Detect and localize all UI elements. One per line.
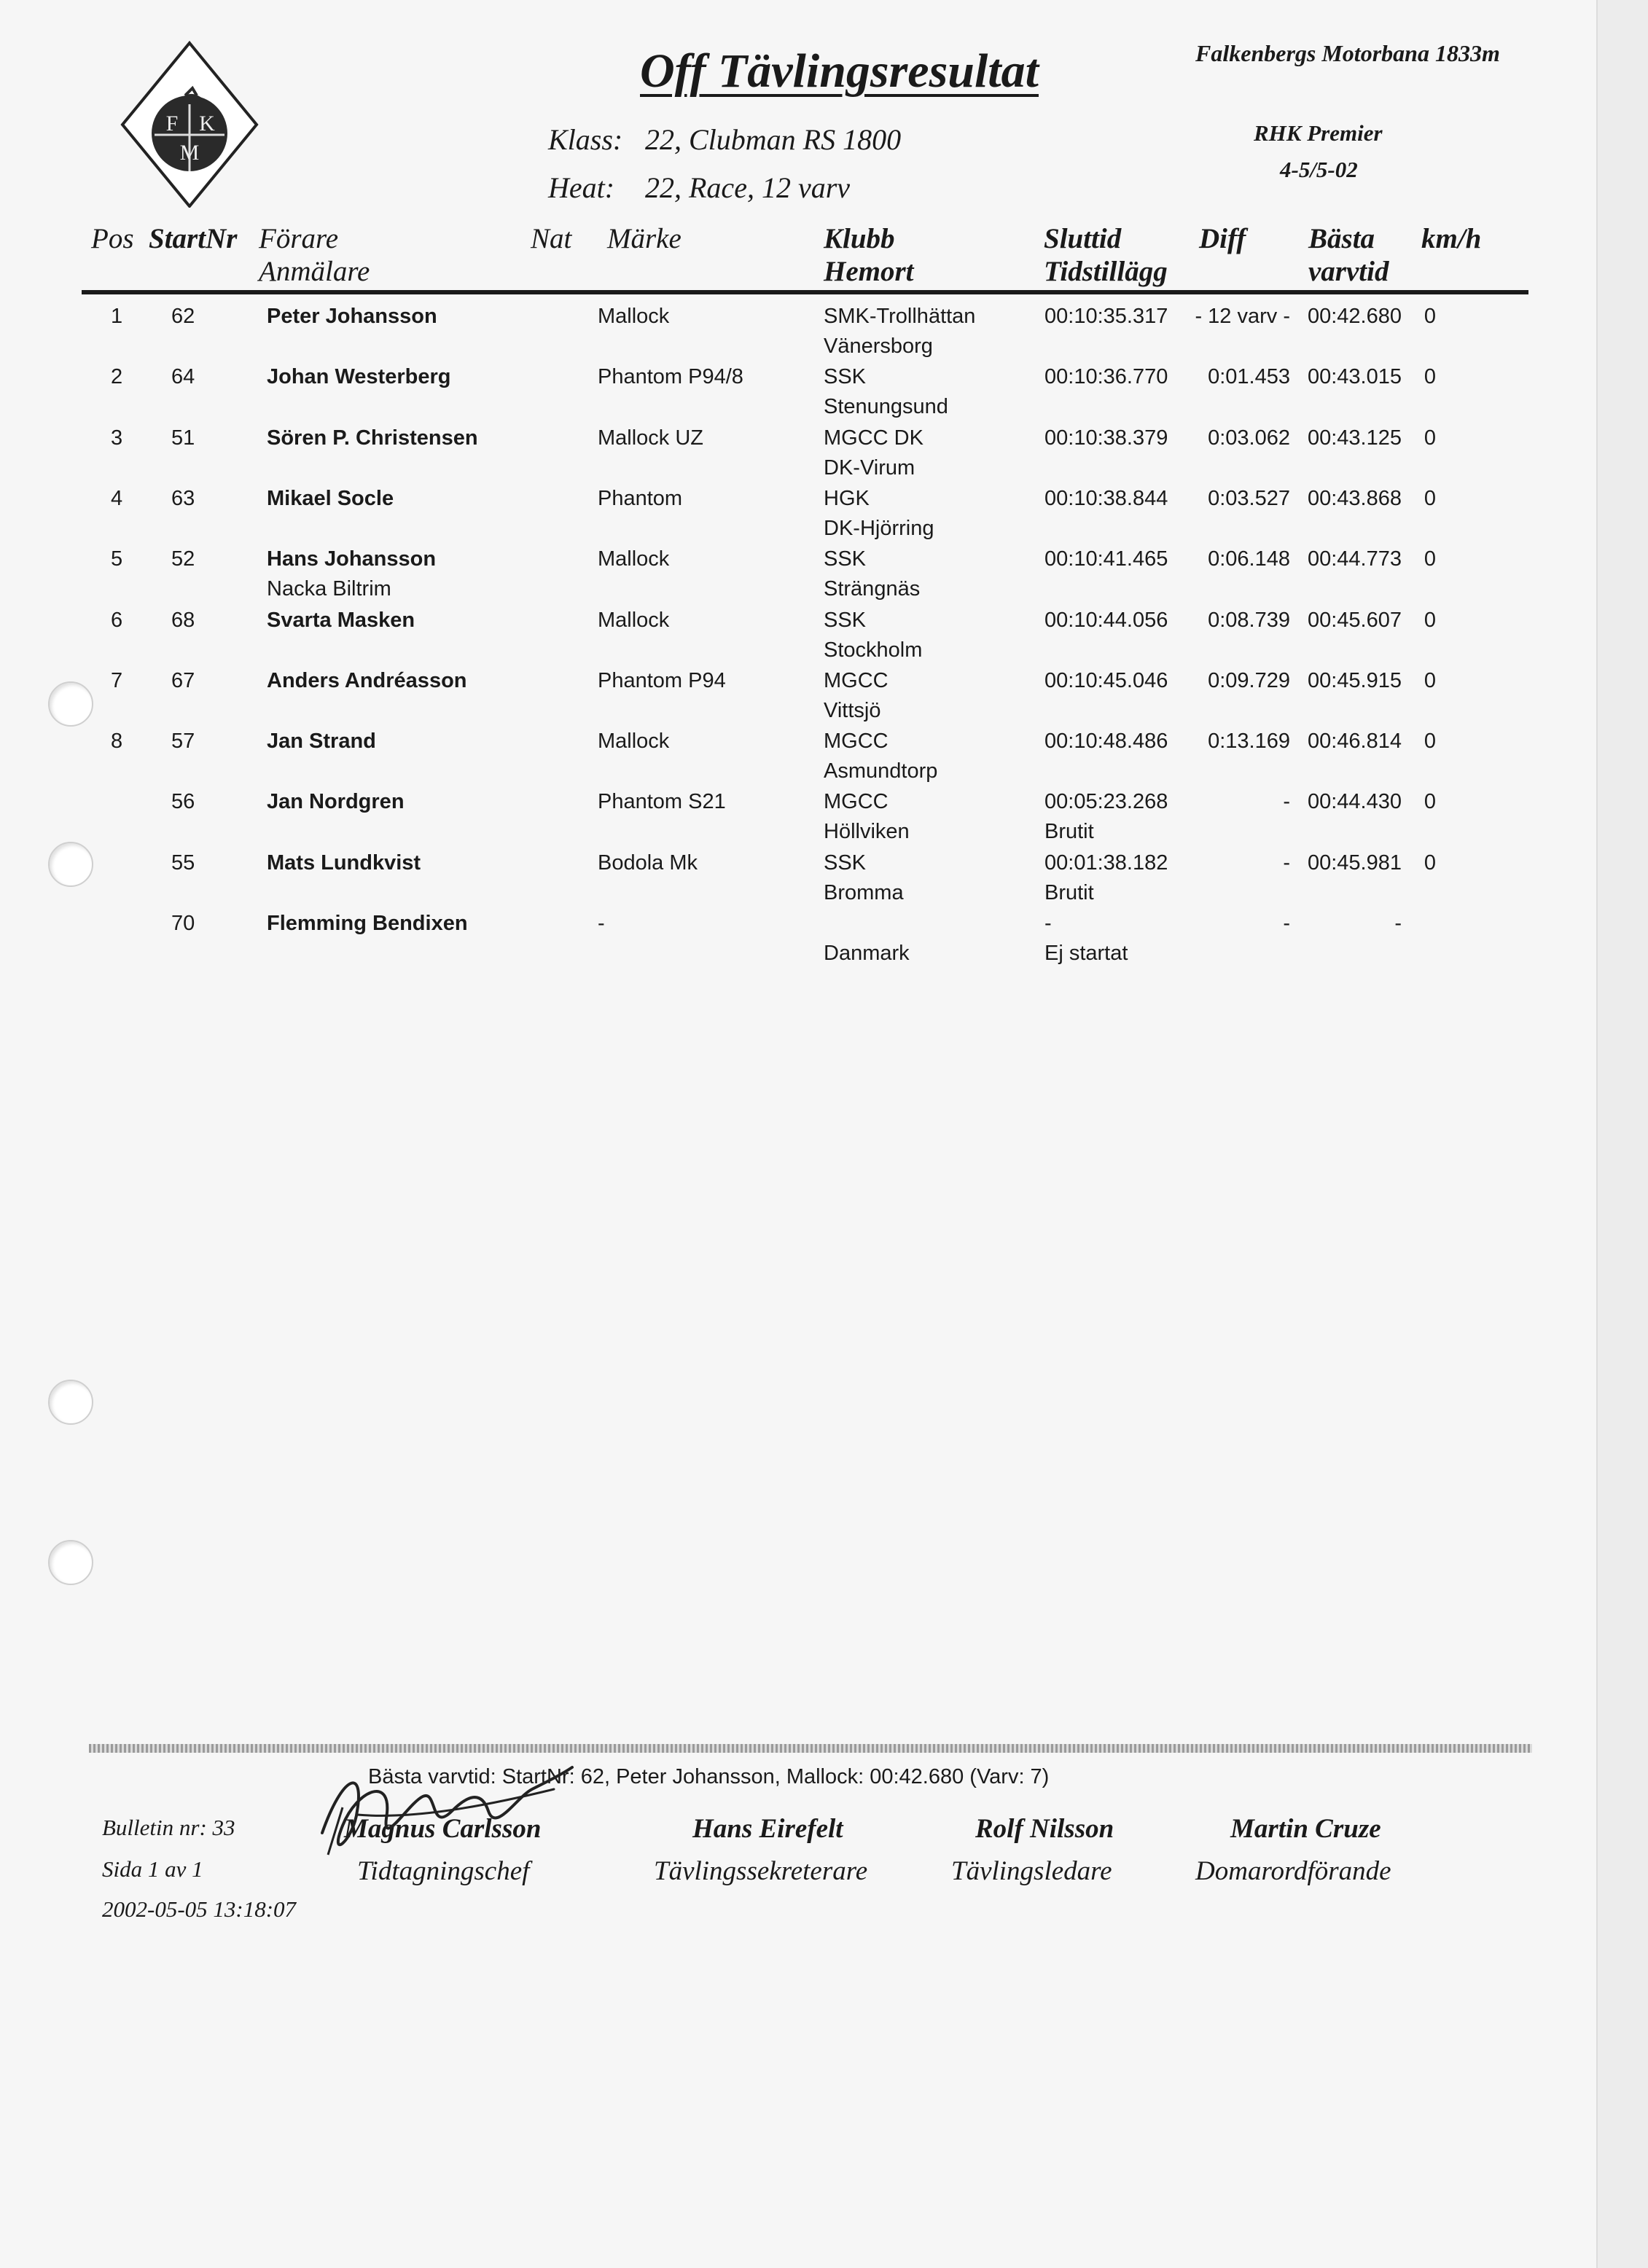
binder-hole [48,1540,93,1585]
cell-best: 00:43.868 [1307,486,1402,510]
heat-value: 22, Race, 12 varv [645,171,851,204]
cell-best: 00:43.125 [1307,426,1402,450]
cell-pos: 3 [111,426,123,450]
cell-startnr: 56 [171,790,195,814]
cell-time: 00:10:48.486 [1044,730,1168,754]
header-rule [82,290,1528,294]
cell-make: Mallock UZ [598,426,704,450]
cell-best: 00:42.680 [1307,305,1402,328]
cell-club: SSK [824,608,867,632]
cell-startnr: 68 [171,608,195,632]
cell-hometown: Stenungsund [824,395,948,419]
col-nat: Nat [531,223,572,254]
cell-kmh: 0 [1424,668,1436,692]
cell-kmh: 0 [1424,608,1436,632]
cell-hometown: Vänersborg [824,335,933,358]
cell-club: SSK [824,365,867,389]
cell-driver: Svarta Masken [267,608,415,632]
cell-diff: - [1283,912,1290,935]
cell-make: Mallock [598,305,670,328]
cell-make: Mallock [598,608,670,632]
cell-driver: Mats Lundkvist [267,850,421,875]
cell-hometown: Danmark [824,942,910,965]
col-diff: Diff [1199,223,1246,254]
cell-make: Mallock [598,730,670,754]
cell-best: 00:44.773 [1307,547,1402,571]
col-basta: Bästa [1308,223,1375,254]
cell-driver: Jan Strand [267,730,376,754]
cell-make: - [598,912,605,935]
cell-best: 00:43.015 [1307,365,1402,389]
col-varvtid: varvtid [1308,256,1389,287]
cell-startnr: 67 [171,668,195,692]
cell-pos: 7 [111,668,123,692]
cell-pos: 5 [111,547,123,571]
handwritten-signature [313,1745,576,1891]
cell-time-note: Ej startat [1044,942,1128,965]
cell-hometown: Asmundtorp [824,759,938,783]
cell-pos: 2 [111,365,123,389]
cell-kmh: 0 [1424,426,1436,450]
cell-driver: Flemming Bendixen [267,912,468,935]
cell-driver: Peter Johansson [267,305,437,328]
logo-letter-f: F [165,112,179,136]
logo-letter-k: K [199,112,215,136]
cell-club: MGCC [824,668,889,692]
klass-label: Klass: [548,123,623,156]
cell-startnr: 64 [171,365,195,389]
cell-hometown: DK-Virum [824,455,915,480]
col-startnr: StartNr [149,223,238,254]
logo-letter-m: M [179,141,200,165]
cell-hometown: Vittsjö [824,698,881,722]
cell-startnr: 52 [171,547,195,571]
cell-kmh: 0 [1424,547,1436,571]
cell-time-note: Brutit [1044,880,1094,904]
cell-time: 00:10:38.844 [1044,486,1168,510]
event-name: RHK Premier [1254,120,1383,146]
cell-time: 00:10:44.056 [1044,608,1168,632]
official-role-4: Domarordförande [1195,1856,1391,1886]
event-date: 4-5/5-02 [1280,157,1358,182]
official-name-4: Martin Cruze [1230,1814,1381,1844]
col-forare: Förare [259,223,339,254]
cell-startnr: 63 [171,486,195,510]
cell-diff: - [1283,850,1290,875]
venue: Falkenbergs Motorbana 1833m [1195,40,1500,66]
cell-best: 00:45.915 [1307,668,1402,692]
official-role-2: Tävlingssekreterare [654,1856,868,1886]
cell-time: 00:10:38.379 [1044,426,1168,450]
col-pos: Pos [91,223,134,254]
official-name-3: Rolf Nilsson [975,1814,1114,1844]
cell-make: Phantom [598,486,683,510]
cell-time: 00:10:41.465 [1044,547,1168,571]
cell-diff: 0:06.148 [1208,547,1290,571]
cell-time: 00:10:45.046 [1044,668,1168,692]
cell-hometown: Strängnäs [824,577,921,601]
cell-time: 00:05:23.268 [1044,790,1168,814]
col-hemort: Hemort [824,256,914,287]
page-number: Sida 1 av 1 [102,1856,203,1882]
cell-driver: Mikael Socle [267,486,394,510]
cell-kmh: 0 [1424,790,1436,814]
footer-rule [89,1744,1532,1753]
cell-pos: 6 [111,608,123,632]
cell-hometown: Bromma [824,880,904,904]
binder-hole [48,1380,93,1425]
cell-startnr: 51 [171,426,195,450]
col-klubb: Klubb [824,223,895,254]
print-timestamp: 2002-05-05 13:18:07 [102,1896,297,1922]
club-logo [117,40,262,208]
cell-time: - [1044,912,1052,935]
cell-kmh: 0 [1424,486,1436,510]
heat-label: Heat: [548,171,615,204]
cell-club: MGCC [824,730,889,754]
cell-driver: Jan Nordgren [267,790,405,814]
cell-diff: - [1283,790,1290,814]
cell-best: 00:45.981 [1307,850,1402,875]
cell-club: HGK [824,486,870,510]
cell-startnr: 70 [171,912,195,935]
bulletin-number: Bulletin nr: 33 [102,1815,235,1840]
cell-time: 00:10:35.317 [1044,305,1168,328]
cell-diff: 0:03.062 [1208,426,1290,450]
cell-hometown: Höllviken [824,820,910,844]
col-tidstillagg: Tidstillägg [1044,256,1168,287]
cell-best: 00:44.430 [1307,790,1402,814]
cell-make: Phantom S21 [598,790,726,814]
cell-make: Phantom P94/8 [598,365,743,389]
cell-best: 00:45.607 [1307,608,1402,632]
cell-driver: Johan Westerberg [267,365,451,389]
col-marke: Märke [607,223,682,254]
page-edge [1596,0,1648,2268]
binder-hole [48,681,93,727]
cell-club: MGCC [824,790,889,814]
cell-diff: 0:09.729 [1208,668,1290,692]
cell-make: Bodola Mk [598,850,698,875]
binder-hole [48,842,93,887]
cell-pos: 1 [111,305,123,328]
cell-club: SSK [824,850,867,875]
cell-make: Phantom P94 [598,668,726,692]
cell-diff: 0:08.739 [1208,608,1290,632]
cell-pos: 4 [111,486,123,510]
col-sluttid: Sluttid [1044,223,1122,254]
cell-kmh: 0 [1424,365,1436,389]
cell-time: 00:10:36.770 [1044,365,1168,389]
cell-kmh: 0 [1424,850,1436,875]
klass-value: 22, Clubman RS 1800 [645,123,902,156]
cell-pos: 8 [111,730,123,754]
official-name-1: Magnus Carlsson [344,1814,542,1844]
official-name-2: Hans Eirefelt [692,1814,843,1844]
cell-entrant: Nacka Biltrim [267,577,391,601]
cell-club: MGCC DK [824,426,923,450]
col-kmh: km/h [1421,223,1482,254]
cell-time-note: Brutit [1044,820,1094,844]
cell-driver: Hans Johansson [267,547,437,571]
cell-club: SMK-Trollhättan [824,305,976,328]
cell-driver: Sören P. Christensen [267,426,478,450]
cell-club: SSK [824,547,867,571]
page-title: Off Tävlingsresultat [640,44,1039,98]
cell-diff: - 12 varv - [1195,305,1290,328]
col-anmalare: Anmälare [259,256,370,287]
official-role-3: Tävlingsledare [951,1856,1112,1886]
cell-make: Mallock [598,547,670,571]
official-role-1: Tidtagningschef [357,1856,530,1886]
cell-best: - [1394,912,1402,935]
cell-diff: 0:13.169 [1208,730,1290,754]
cell-kmh: 0 [1424,305,1436,328]
cell-diff: 0:01.453 [1208,365,1290,389]
cell-startnr: 55 [171,850,195,875]
cell-kmh: 0 [1424,730,1436,754]
cell-best: 00:46.814 [1307,730,1402,754]
best-lap-note: Bästa varvtid: StartNr: 62, Peter Johansson, Mallock: 00:42.680 (Varv: 7) [368,1765,1050,1788]
cell-driver: Anders Andréasson [267,668,467,692]
cell-hometown: DK-Hjörring [824,516,934,540]
cell-startnr: 62 [171,305,195,328]
cell-hometown: Stockholm [824,638,923,662]
cell-startnr: 57 [171,730,195,754]
cell-diff: 0:03.527 [1208,486,1290,510]
cell-time: 00:01:38.182 [1044,850,1168,875]
